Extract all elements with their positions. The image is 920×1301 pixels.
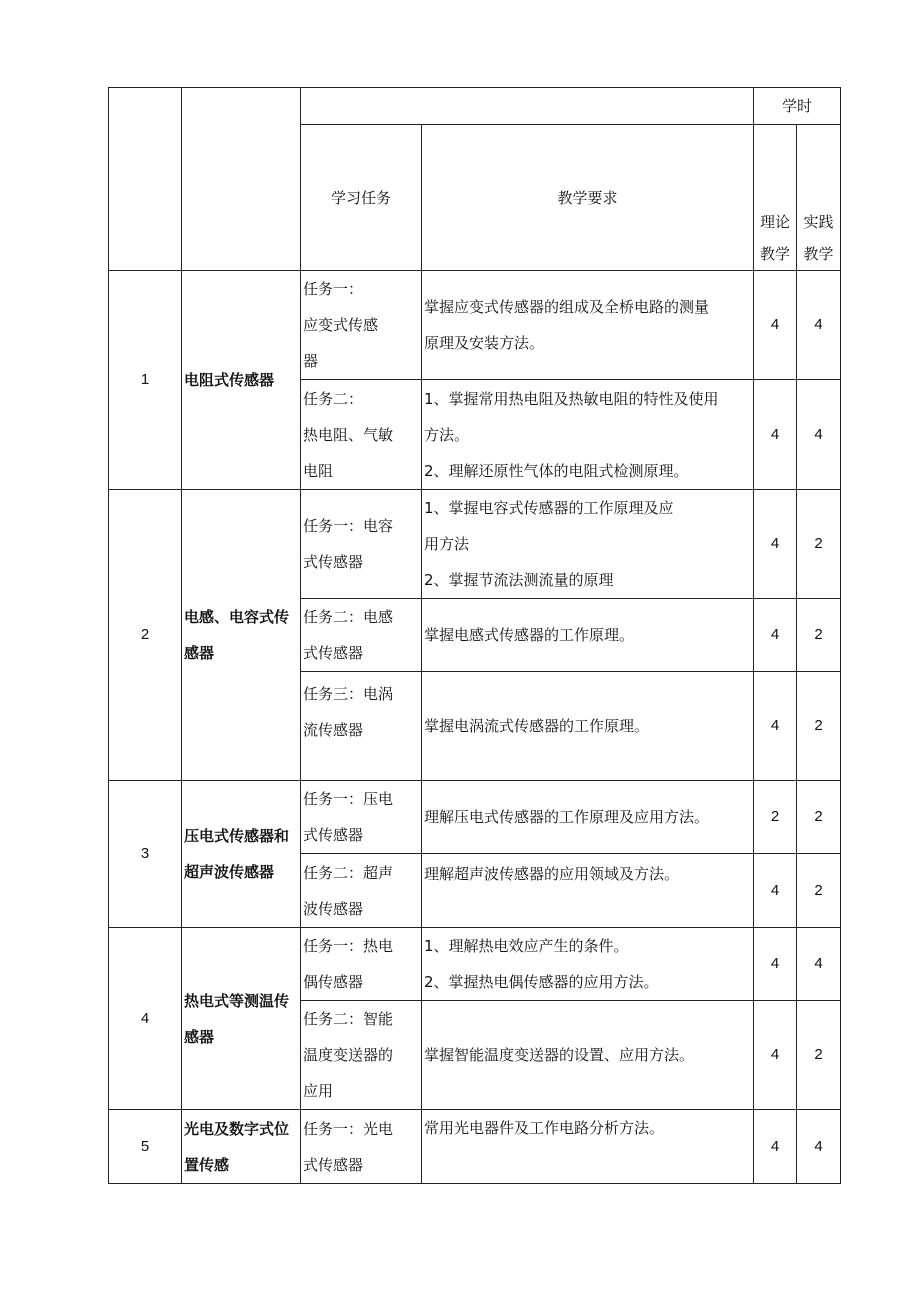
header-no-cell: [109, 88, 182, 271]
header-blank-cell: [301, 88, 754, 125]
theory-hours: 4: [754, 672, 797, 781]
table-row: [109, 928, 841, 1001]
module-name: 电感、电容式传感器: [182, 490, 301, 781]
task-name: 任务一：热电 偶传感器: [303, 937, 394, 991]
module-number: 2: [109, 490, 182, 781]
task-requirement: 理解超声波传感器的应用领域及方法。: [424, 865, 680, 883]
practice-hours: 2: [797, 599, 841, 672]
task-name: 任务一： 应变式传感 器: [303, 280, 379, 370]
task-requirement: 常用光电器件及工作电路分析方法。: [424, 1119, 665, 1137]
header-theory: 理论教学: [754, 125, 797, 271]
task-requirement: 掌握电感式传感器的工作原理。: [424, 626, 635, 644]
practice-hours: 4: [797, 1110, 841, 1184]
module-name: 光电及数字式位置传感: [182, 1110, 301, 1184]
task-requirement: 1、掌握电容式传感器的工作原理及应 用方法 2、掌握节流法测流量的原理: [424, 499, 674, 589]
task-requirement: 1、理解热电效应产生的条件。 2、掌握热电偶传感器的应用方法。: [424, 937, 659, 991]
task-name: 任务二：智能 温度变送器的 应用: [303, 1010, 394, 1100]
task-name: 任务一：光电 式传感器: [303, 1119, 394, 1174]
theory-hours: 2: [754, 781, 797, 854]
practice-hours: 2: [797, 781, 841, 854]
task-requirement: 掌握电涡流式传感器的工作原理。: [424, 717, 650, 735]
table-row: [109, 490, 841, 599]
task-name: 任务二： 热电阻、气敏 电阻: [303, 389, 394, 480]
theory-hours: 4: [754, 854, 797, 928]
task-requirement: 1、掌握常用热电阻及热敏电阻的特性及使用 方法。 2、理解还原性气体的电阻式检测原理。: [424, 389, 719, 480]
header-row-top: [109, 88, 841, 125]
header-practice: 实践教学: [797, 125, 841, 271]
practice-hours: 2: [797, 490, 841, 599]
practice-hours: 4: [797, 380, 841, 490]
task-name: 任务二：电感 式传感器: [303, 608, 394, 662]
theory-hours: 4: [754, 928, 797, 1001]
theory-hours: 4: [754, 599, 797, 672]
module-number: 4: [109, 928, 182, 1110]
module-number: 1: [109, 271, 182, 490]
module-number: 5: [109, 1110, 182, 1184]
task-requirement: 掌握智能温度变送器的设置、应用方法。: [424, 1046, 695, 1064]
practice-hours: 2: [797, 672, 841, 781]
task-name: 任务一：压电 式传感器: [303, 790, 394, 844]
theory-hours: 4: [754, 1110, 797, 1184]
task-name: 任务一：电容 式传感器: [303, 517, 394, 571]
task-name: 任务二：超声 波传感器: [303, 863, 394, 918]
header-hours-group: 学时: [754, 88, 841, 125]
header-requirement: 教学要求: [422, 125, 754, 271]
task-name: 任务三：电涡 流传感器: [303, 685, 394, 739]
header-module-cell: [182, 88, 301, 271]
theory-hours: 4: [754, 380, 797, 490]
module-name: 电阻式传感器: [182, 271, 301, 490]
practice-hours: 2: [797, 854, 841, 928]
practice-hours: 4: [797, 928, 841, 1001]
task-requirement: 理解压电式传感器的工作原理及应用方法。: [424, 808, 710, 826]
module-number: 3: [109, 781, 182, 928]
practice-hours: 4: [797, 271, 841, 380]
theory-hours: 4: [754, 1001, 797, 1110]
practice-hours: 2: [797, 1001, 841, 1110]
table-row: [109, 271, 841, 380]
module-name: 压电式传感器和超声波传感器: [182, 781, 301, 928]
task-requirement: 掌握应变式传感器的组成及全桥电路的测量 原理及安装方法。: [424, 298, 710, 352]
table-row: [109, 781, 841, 854]
module-name: 热电式等测温传感器: [182, 928, 301, 1110]
theory-hours: 4: [754, 271, 797, 380]
table-row: [109, 1110, 841, 1184]
header-task: 学习任务: [301, 125, 422, 271]
curriculum-table: [108, 87, 841, 1184]
theory-hours: 4: [754, 490, 797, 599]
